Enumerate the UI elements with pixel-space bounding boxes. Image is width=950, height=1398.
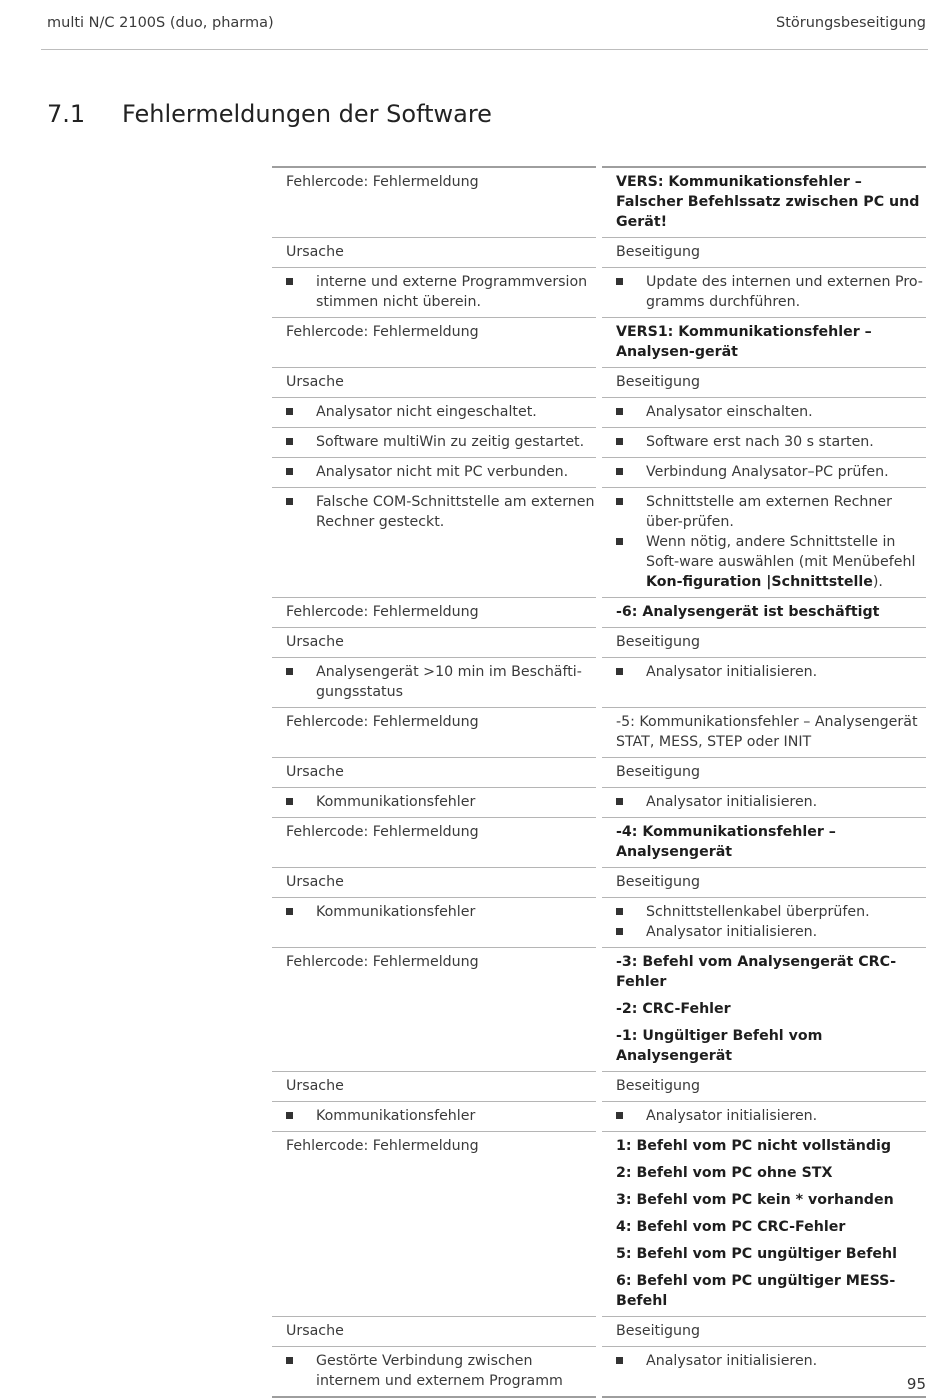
fix-item (616, 532, 926, 592)
code-label: Fehlercode: Fehlermeldung (272, 818, 596, 868)
error-code: 6: Befehl vom PC ungültiger MESS-Befehl (616, 1273, 896, 1309)
cause-label: Ursache (272, 368, 596, 398)
fix-item: Analysator initialisieren. (616, 662, 926, 682)
error-code: 2: Befehl vom PC ohne STX (616, 1165, 833, 1181)
cause-label: Ursache (272, 628, 596, 658)
cause-item: Analysengerät >10 min im Beschäfti-gungsstatus (286, 662, 596, 702)
fix-item: Schnittstelle am externen Rechner über-prüfen. (616, 492, 926, 532)
cause-item: Kommunikationsfehler (286, 1106, 596, 1126)
page-number: 95 (906, 1375, 926, 1393)
table-row (272, 868, 926, 898)
menu-command: Kon-figuration |Schnittstelle (646, 574, 873, 590)
cause-item: Software multiWin zu zeitig gestartet. (286, 432, 596, 452)
section-title: Fehlermeldungen der Software (122, 100, 492, 128)
table-row (272, 428, 926, 458)
running-header-right: Störungsbeseitigung (776, 15, 926, 31)
error-code: -5: Kommunikationsfehler – Analysengerät STAT, MESS, STEP oder INIT (602, 708, 926, 758)
table-row (272, 708, 926, 758)
fix-label: Beseitigung (602, 868, 926, 898)
error-code: VERS1: Kommunikationsfehler – Analysen-gerät (602, 318, 926, 368)
error-table (272, 166, 926, 1398)
fix-item: Analysator initialisieren. (616, 792, 926, 812)
fix-text: Wenn nötig, andere Schnittstelle in Soft-ware auswählen (mit Menübefehl (646, 534, 916, 570)
cause-item: Analysator nicht mit PC verbunden. (286, 462, 596, 482)
table-row (272, 758, 926, 788)
error-code: -1: Ungültiger Befehl vom Analysengerät (616, 1028, 823, 1064)
running-header-left: multi N/C 2100S (duo, pharma) (47, 15, 274, 31)
error-code-list (602, 948, 926, 1072)
error-code: -4: Kommunikationsfehler – Analysengerät (602, 818, 926, 868)
cause-item: Falsche COM-Schnittstelle am externen Rechner gesteckt. (286, 492, 596, 532)
section-number: 7.1 (47, 100, 86, 128)
fix-text: ). (872, 574, 883, 590)
cause-label: Ursache (272, 758, 596, 788)
fix-label: Beseitigung (602, 368, 926, 398)
error-code: 1: Befehl vom PC nicht vollständig (616, 1138, 892, 1154)
code-label: Fehlercode: Fehlermeldung (272, 948, 596, 1072)
error-code-list (602, 1132, 926, 1317)
fix-label: Beseitigung (602, 1317, 926, 1347)
table-row (272, 1347, 926, 1398)
table-row (272, 788, 926, 818)
error-code: 5: Befehl vom PC ungültiger Befehl (616, 1246, 897, 1262)
fix-item: Verbindung Analysator–PC prüfen. (616, 462, 926, 482)
error-code: -6: Analysengerät ist beschäftigt (602, 598, 926, 628)
table-row (272, 368, 926, 398)
table-row (272, 458, 926, 488)
error-code: VERS: Kommunikationsfehler – Falscher Befehlssatz zwischen PC und Gerät! (602, 166, 926, 238)
table-row (272, 1102, 926, 1132)
cause-label: Ursache (272, 238, 596, 268)
table-row (272, 898, 926, 948)
error-code: -3: Befehl vom Analysengerät CRC-Fehler (616, 954, 897, 990)
fix-label: Beseitigung (602, 758, 926, 788)
cause-label: Ursache (272, 868, 596, 898)
fix-item: Analysator initialisieren. (616, 1351, 926, 1371)
table-row (272, 598, 926, 628)
fix-item: Schnittstellenkabel überprüfen. (616, 902, 926, 922)
table-row (272, 398, 926, 428)
table-row (272, 628, 926, 658)
fix-item: Software erst nach 30 s starten. (616, 432, 926, 452)
error-code: 4: Befehl vom PC CRC-Fehler (616, 1219, 846, 1235)
cause-item: interne und externe Programmversion stimmen nicht überein. (286, 272, 596, 312)
fix-item: Analysator initialisieren. (616, 1106, 926, 1126)
code-label: Fehlercode: Fehlermeldung (272, 1132, 596, 1317)
error-code: -2: CRC-Fehler (616, 1001, 731, 1017)
table-row (272, 658, 926, 708)
fix-label: Beseitigung (602, 1072, 926, 1102)
fix-item: Analysator einschalten. (616, 402, 926, 422)
table-row (272, 818, 926, 868)
cause-label: Ursache (272, 1317, 596, 1347)
code-label: Fehlercode: Fehlermeldung (272, 708, 596, 758)
code-label: Fehlercode: Fehlermeldung (272, 166, 596, 238)
table-row (272, 268, 926, 318)
fix-item: Update des internen und externen Pro-gramms durchführen. (616, 272, 926, 312)
fix-label: Beseitigung (602, 238, 926, 268)
fix-label: Beseitigung (602, 628, 926, 658)
header-divider (41, 49, 928, 50)
cause-item: Analysator nicht eingeschaltet. (286, 402, 596, 422)
table-row (272, 488, 926, 598)
cause-item: Kommunikationsfehler (286, 792, 596, 812)
table-row (272, 1132, 926, 1317)
fix-item: Analysator initialisieren. (616, 922, 926, 942)
table-row (272, 1317, 926, 1347)
table-row (272, 1072, 926, 1102)
table-row (272, 948, 926, 1072)
cause-item: Gestörte Verbindung zwischen internem und externem Programm (286, 1351, 596, 1391)
error-code: 3: Befehl vom PC kein * vorhanden (616, 1192, 894, 1208)
code-label: Fehlercode: Fehlermeldung (272, 598, 596, 628)
code-label: Fehlercode: Fehlermeldung (272, 318, 596, 368)
table-row (272, 166, 926, 238)
table-row (272, 238, 926, 268)
cause-item: Kommunikationsfehler (286, 902, 596, 922)
table-row (272, 318, 926, 368)
cause-label: Ursache (272, 1072, 596, 1102)
